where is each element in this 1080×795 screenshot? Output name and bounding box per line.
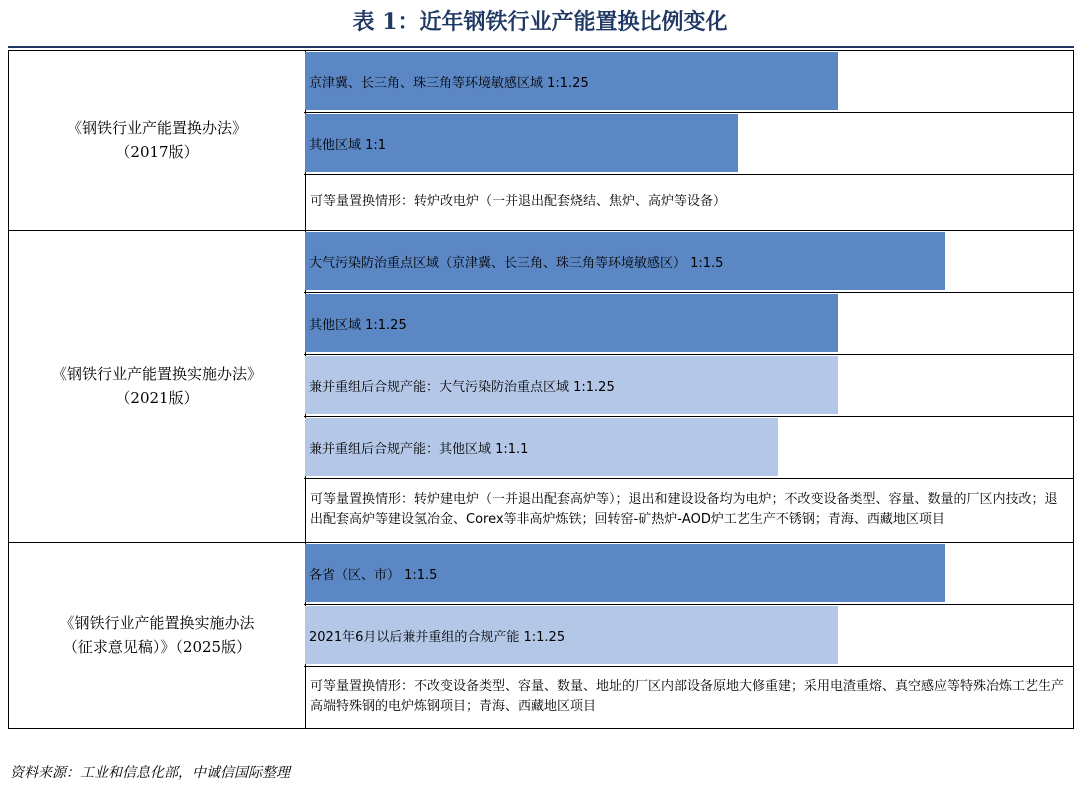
- table-right-border: [1073, 50, 1074, 728]
- source-note: 资料来源：工业和信息化部，中诚信国际整理: [10, 765, 290, 781]
- ratio-row: [305, 52, 1073, 110]
- ratio-row: [305, 356, 1073, 414]
- equal-replacement-note: 可等量置换情形：不改变设备类型、容量、数量、地址的厂区内部设备原地大修重建；采用电渣重熔、真空感应等特殊冶炼工艺生产高端特殊钢的电炉炼钢项目；青海、西藏地区项目: [310, 679, 1065, 714]
- table-title: 表 1：近年钢铁行业产能置换比例变化: [352, 9, 728, 35]
- row-divider: [304, 354, 1074, 355]
- regulation-name: [8, 230, 306, 542]
- group-divider: [8, 728, 1074, 729]
- row-divider: [304, 112, 1074, 113]
- ratio-row: [305, 232, 1073, 290]
- ratio-label: 兼并重组后合规产能：其他区域 1:1.1: [309, 441, 529, 457]
- ratio-label: 兼并重组后合规产能：大气污染防治重点区域 1:1.25: [309, 379, 615, 395]
- regulation-name-line1: 《钢铁行业产能置换办法》: [66, 119, 247, 137]
- regulation-name-line1: 《钢铁行业产能置换实施办法》: [51, 365, 262, 383]
- ratio-label: 其他区域 1:1: [309, 137, 387, 153]
- ratio-row: [305, 114, 1073, 172]
- ratio-label: 大气污染防治重点区域（京津冀、长三角、珠三角等环境敏感区） 1:1.5: [309, 255, 724, 271]
- equal-replacement-note: 可等量置换情形：转炉建电炉（一并退出配套高炉等）；退出和建设设备均为电炉；不改变设备类型、容量、数量的厂区内技改；退出配套高炉等建设氢冶金、Corex等非高炉炼铁；回转窑-矿热炉-AOD炉工艺生产不锈钢；青海、西藏地区项目: [310, 492, 1058, 527]
- ratio-row: [305, 418, 1073, 476]
- regulation-name-line2: （2017版）: [115, 143, 199, 161]
- regulation-name-line2: （2021版）: [115, 389, 199, 407]
- ratio-label: 其他区域 1:1.25: [309, 317, 407, 333]
- ratio-table: [8, 50, 1074, 746]
- regulation-name-line2: （征求意见稿）》（2025版）: [62, 638, 252, 656]
- regulation-name-line1: 《钢铁行业产能置换实施办法: [59, 614, 255, 632]
- ratio-row: [305, 544, 1073, 602]
- regulation-name: [8, 50, 306, 230]
- ratio-row: [305, 294, 1073, 352]
- row-divider: [304, 416, 1074, 417]
- ratio-label: 2021年6月以后兼并重组的合规产能 1:1.25: [309, 629, 566, 645]
- row-divider: [304, 292, 1074, 293]
- ratio-row: [305, 606, 1073, 664]
- ratio-label: 各省（区、市） 1:1.5: [309, 567, 438, 583]
- title-rule: [8, 46, 1074, 48]
- equal-replacement-note: 可等量置换情形：转炉改电炉（一并退出配套烧结、焦炉、高炉等设备）: [310, 194, 727, 209]
- row-divider: [304, 604, 1074, 605]
- regulation-name: [8, 542, 306, 728]
- ratio-label: 京津冀、长三角、珠三角等环境敏感区域 1:1.25: [309, 75, 589, 91]
